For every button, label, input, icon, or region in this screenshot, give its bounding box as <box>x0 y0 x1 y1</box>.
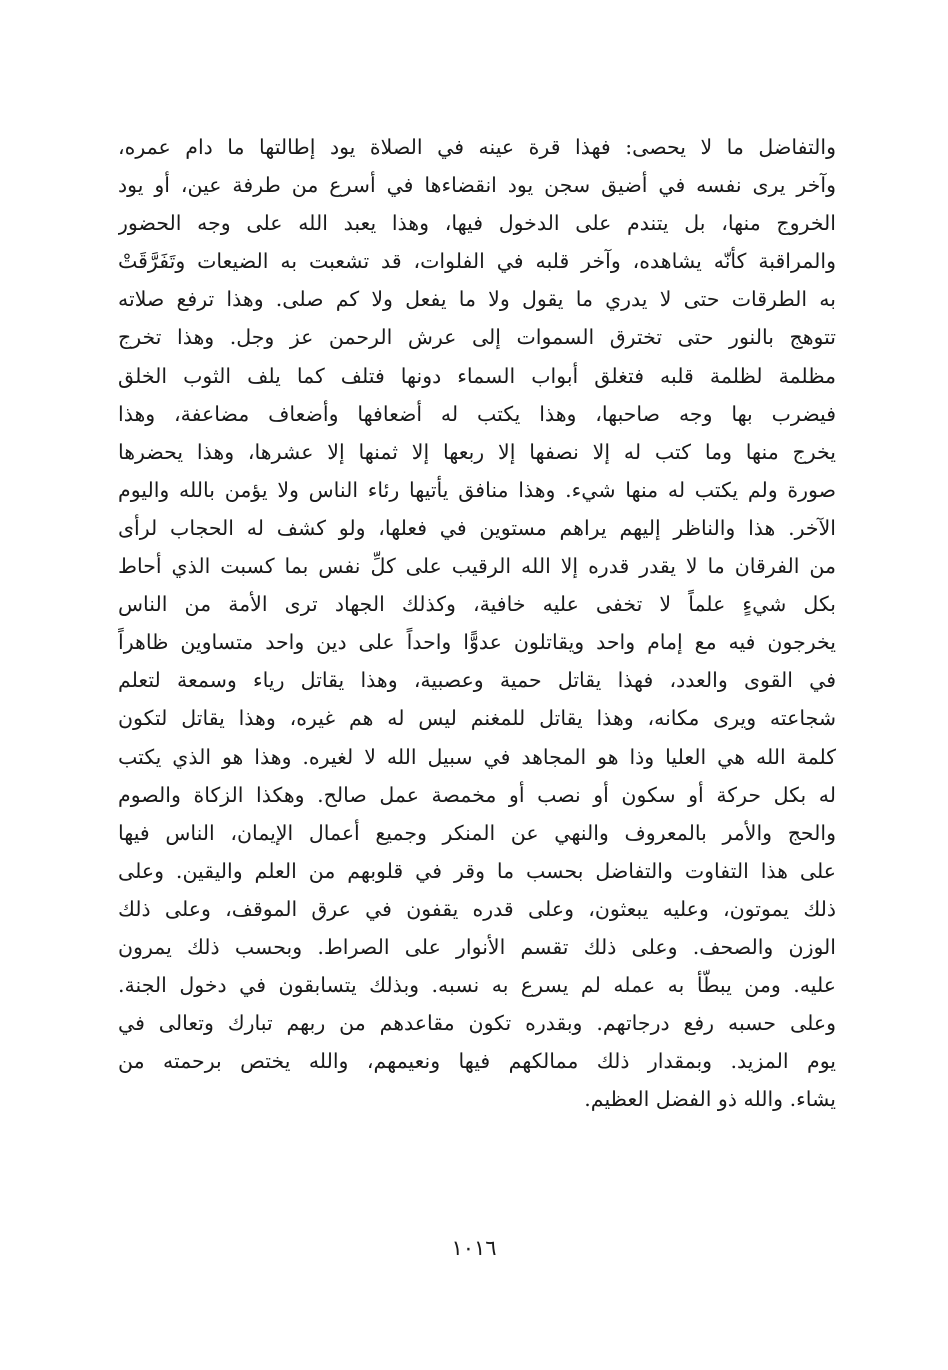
text-line: والمراقبة كأنّه يشاهده، وآخر قلبه في الفلوات، قد تشعبت به الضيعات وتَفَرَّقَتْ <box>118 249 836 274</box>
text-line: الآخر. هذا والناظر إليهم يراهم مستوين في فعلها، ولو كشف له الحجاب لرأى <box>118 515 836 540</box>
text-line: وعلى حسبه رفع درجاتهم. وبقدره تكون مقاعدهم من ربهم تبارك وتعالى في <box>118 1011 836 1036</box>
text-line: يخرجون فيه مع إمام واحد ويقاتلون عدوًّا واحداً على دين واحد متساوين ظاهراً <box>118 630 836 655</box>
text-line: كلمة الله هي العليا وذا هو المجاهد في سبيل الله لا لغيره. وهذا هو الذي يكتب <box>118 744 836 769</box>
text-line: على هذا التفاوت والتفاضل بحسب ما وقر في قلوبهم من العلم واليقين. وعلى <box>118 858 836 883</box>
text-line: الخروج منها، بل يتندم على الدخول فيها، وهذا يعبد الله على وجه الحضور <box>118 211 836 236</box>
text-line: وآخر يرى نفسه في أضيق سجن يود انقضاءها في أسرع من طرفة عين، أو يود <box>118 173 836 198</box>
text-line: تتوهج بالنور حتى تخترق السموات إلى عرش الرحمن عز وجل. وهذا تخرج <box>118 325 836 350</box>
text-line: الوزن والصحف. وعلى ذلك تقسم الأنوار على الصراط. وبحسب ذلك يمرون <box>118 934 836 959</box>
text-line: يخرج منها وما كتب له إلا نصفها إلا ربعها إلا ثمنها إلا عشرها، وهذا يحضرها <box>118 439 836 464</box>
page-number: ١٠١٦ <box>451 1236 497 1260</box>
text-line: مظلمة لظلمة قلبه فتغلق أبواب السماء دونها فتلف كما يلف الثوب الخلق <box>118 363 836 388</box>
text-line: به الطرقات حتى لا يدري ما يقول ولا ما يفعل ولا كم صلى. وهذا ترفع صلاته <box>118 287 836 312</box>
text-line: ذلك يموتون، وعليه يبعثون، وعلى قدره يقفون في عرق الموقف، وعلى ذلك <box>118 896 836 921</box>
text-line: عليه. ومن يبطّأ به عمله لم يسرع به نسبه. وبذلك يتسابقون في دخول الجنة. <box>118 973 836 998</box>
text-line: بكل شيءٍ علماً لا تخفى عليه خافية، وكذلك الجهاد ترى الأمة من الناس <box>118 592 836 617</box>
text-line: شجاعته ويرى مكانه، وهذا يقاتل للمغنم ليس له هم غيره، وهذا يقاتل لتكون <box>118 706 836 731</box>
text-line: له بكل حركة أو سكون أو نصب أو مخمصة عمل صالح. وهكذا الزكاة والصوم <box>118 782 836 807</box>
text-line-last: يشاء. والله ذو الفضل العظيم. <box>584 1087 836 1112</box>
text-line: والتفاضل ما لا يحصى: فهذا قرة عينه في الصلاة يود إطالتها ما دام عمره، <box>118 135 836 159</box>
text-line: من الفرقان ما لا يقدر قدره إلا الله الرقيب على كلِّ نفس بما كسبت الذي أحاط <box>118 554 836 579</box>
text-line: صورة ولم يكتب له منها شيء. وهذا منافق يأتيها رئاء الناس ولا يؤمن بالله واليوم <box>118 477 836 502</box>
text-line: يوم المزيد. وبمقدار ذلك ممالكهم فيها ونعيمهم، والله يختص برحمته من <box>118 1049 836 1074</box>
text-line: والحج والأمر بالمعروف والنهي عن المنكر وجميع أعمال الإيمان، الناس فيها <box>118 820 836 845</box>
body-text <box>118 128 836 1118</box>
text-line: فيضرب بها وجه صاحبها، وهذا يكتب له أضعافها وأضعاف مضاعفة، وهذا <box>118 401 836 426</box>
text-line: في القوى والعدد، فهذا يقاتل حمية وعصبية، وهذا يقاتل رياء وسمعة لتعلم <box>118 668 836 693</box>
